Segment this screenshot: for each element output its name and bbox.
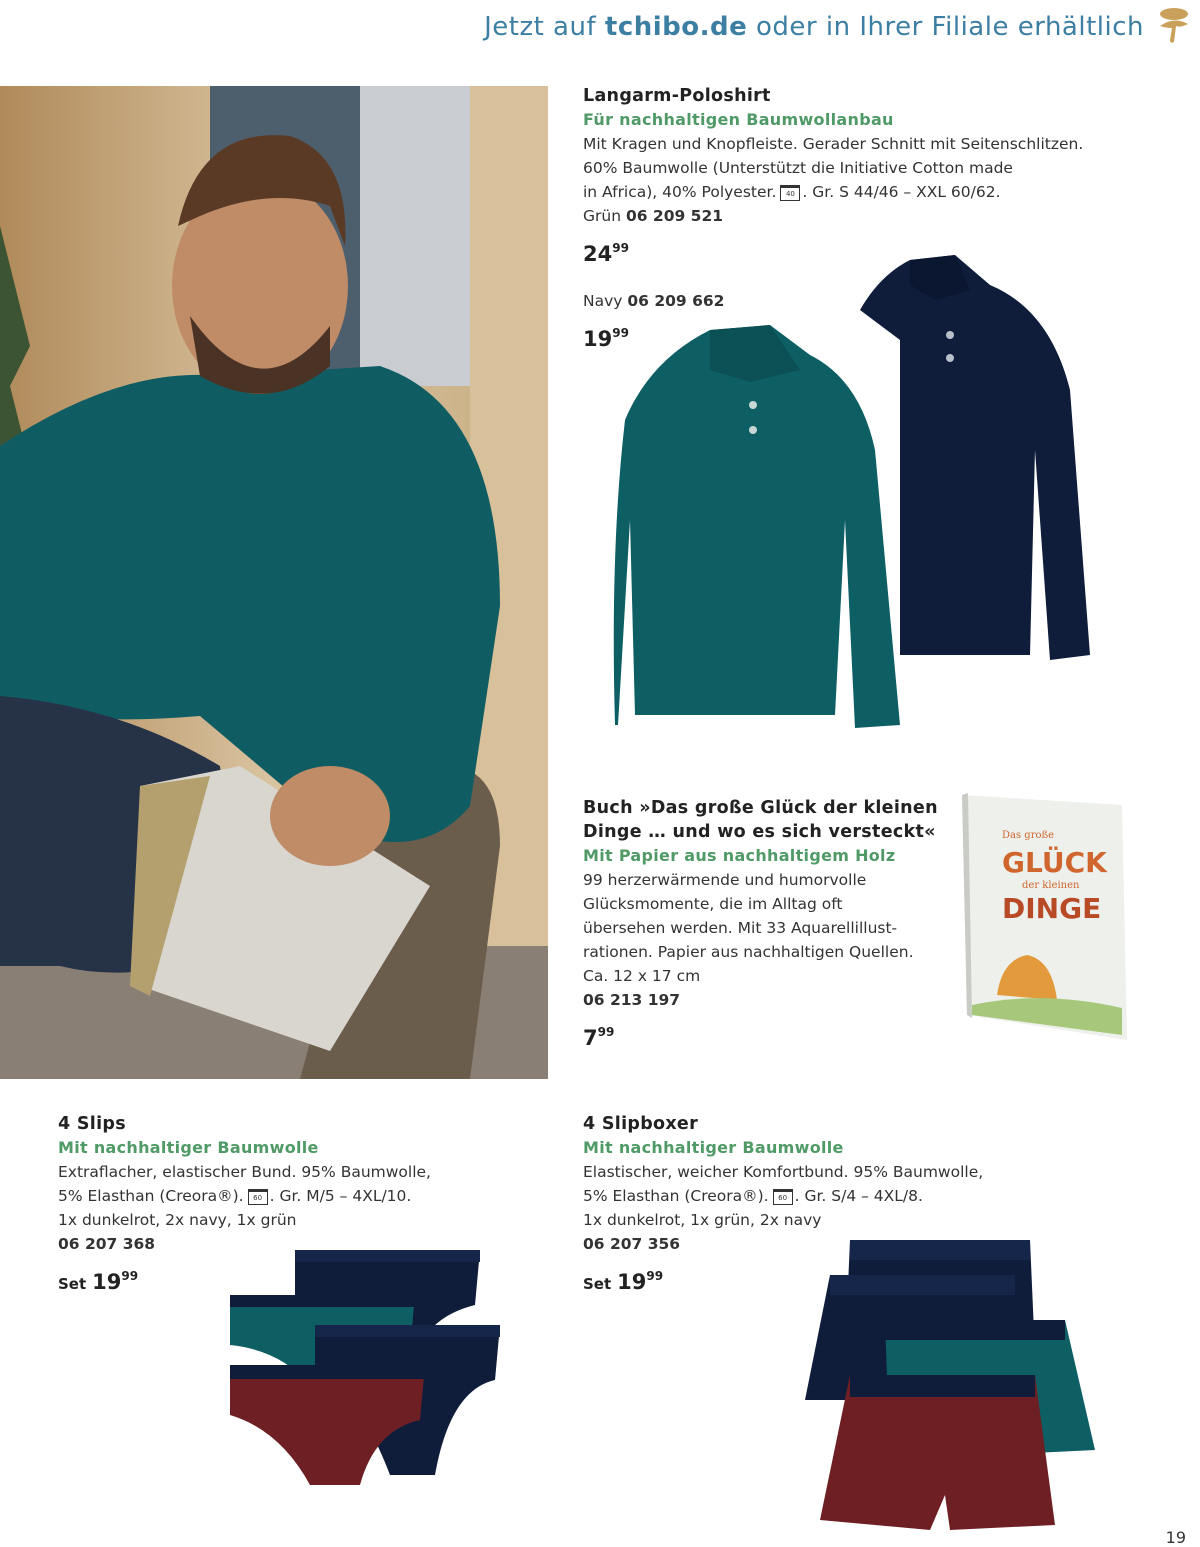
wash-symbol-icon: 40	[780, 185, 800, 201]
book-desc-line: 99 herzerwärmende und humorvolle	[583, 871, 867, 889]
page-number: 19	[1165, 1528, 1186, 1547]
polo-claim: Für nachhaltigen Baumwollanbau	[583, 110, 894, 129]
book-price: $7^{99}$	[583, 1025, 615, 1050]
article-number: 06 207 368	[58, 1235, 156, 1253]
book-desc-line: rationen. Papier aus nachhaltigen Quellen.	[583, 943, 914, 961]
cover-big-title-2: DINGE	[1002, 892, 1102, 925]
tchibo-link[interactable]: tchibo.de	[604, 12, 748, 42]
slips-desc-line: 1x dunkelrot, 2x navy, 1x grün	[58, 1211, 297, 1229]
slips-image	[225, 1245, 510, 1485]
boxer-claim: Mit nachhaltiger Baumwolle	[583, 1138, 844, 1157]
boxer-price: Set $19^{99}$	[583, 1269, 664, 1294]
article-number: 06 207 356	[583, 1235, 681, 1253]
polo-green-variant: Grün 06 209 521	[583, 207, 724, 225]
wash-symbol-icon: 60	[248, 1189, 268, 1205]
navy-polo-shape	[860, 255, 1090, 660]
polo-desc-line: Mit Kragen und Knopfleiste. Gerader Schnitt mit Seitenschlitzen.	[583, 135, 1084, 153]
boxer-desc-line: 1x dunkelrot, 1x grün, 2x navy	[583, 1211, 822, 1229]
book-desc-line: Ca. 12 x 17 cm	[583, 967, 701, 985]
polo-title: Langarm-Poloshirt	[583, 86, 771, 106]
boxer-desc-line: Elastischer, weicher Komfortbund. 95% Baumwolle,	[583, 1163, 984, 1181]
article-number: 06 209 521	[625, 207, 724, 225]
polo-desc-line: 60% Baumwolle (Unterstützt die Initiative Cotton made	[583, 159, 1013, 177]
slips-desc-line: Extraflacher, elastischer Bund. 95% Baumwolle,	[58, 1163, 431, 1181]
book-claim: Mit Papier aus nachhaltigem Holz	[583, 846, 896, 865]
polo-product-block	[583, 84, 1143, 268]
polo-desc-line: in Africa), 40% Polyester. 40 . Gr. S 44/46 – XXL 60/62.	[583, 183, 1001, 201]
book-desc-line: übersehen werden. Mit 33 Aquarellillust-	[583, 919, 898, 937]
polo-shirts-image	[610, 250, 1100, 740]
boxer-title: 4 Slipboxer	[583, 1114, 699, 1134]
polo-green-price: $24^{99}$	[583, 241, 629, 266]
tchibo-logo-icon	[1152, 2, 1196, 46]
polo-navy-variant: Navy 06 209 662	[583, 292, 725, 310]
wash-symbol-icon: 60	[773, 1189, 793, 1205]
teal-polo-shape	[614, 325, 900, 728]
article-number: 06 213 197	[583, 991, 681, 1009]
slips-title: 4 Slips	[58, 1114, 126, 1134]
cover-big-title: GLÜCK	[1002, 846, 1107, 879]
book-cover-image	[962, 790, 1127, 1040]
slips-claim: Mit nachhaltiger Baumwolle	[58, 1138, 319, 1157]
cover-small-title: Das große	[1002, 830, 1055, 841]
lifestyle-photo	[0, 86, 548, 1079]
polo-navy-price: $19^{99}$	[583, 326, 629, 351]
book-title: Buch »Das große Glück der kleinen	[583, 798, 938, 818]
book-desc-line: Glücksmomente, die im Alltag oft	[583, 895, 843, 913]
slipboxer-image	[800, 1235, 1100, 1535]
slips-desc-line: 5% Elasthan (Creora®). 60 . Gr. M/5 – 4XL/10.	[58, 1187, 412, 1205]
book-product-block	[583, 796, 943, 1052]
slips-price: Set $19^{99}$	[58, 1269, 139, 1294]
cover-mid-title: der kleinen	[1022, 880, 1080, 891]
boxer-desc-line: 5% Elasthan (Creora®). 60 . Gr. S/4 – 4XL/8.	[583, 1187, 923, 1205]
article-number: 06 209 662	[627, 292, 725, 310]
header-availability-text: Jetzt auf tchibo.de oder in Ihrer Filiale erhältlich	[484, 12, 1144, 42]
book-title: Dinge … und wo es sich versteckt«	[583, 822, 936, 842]
